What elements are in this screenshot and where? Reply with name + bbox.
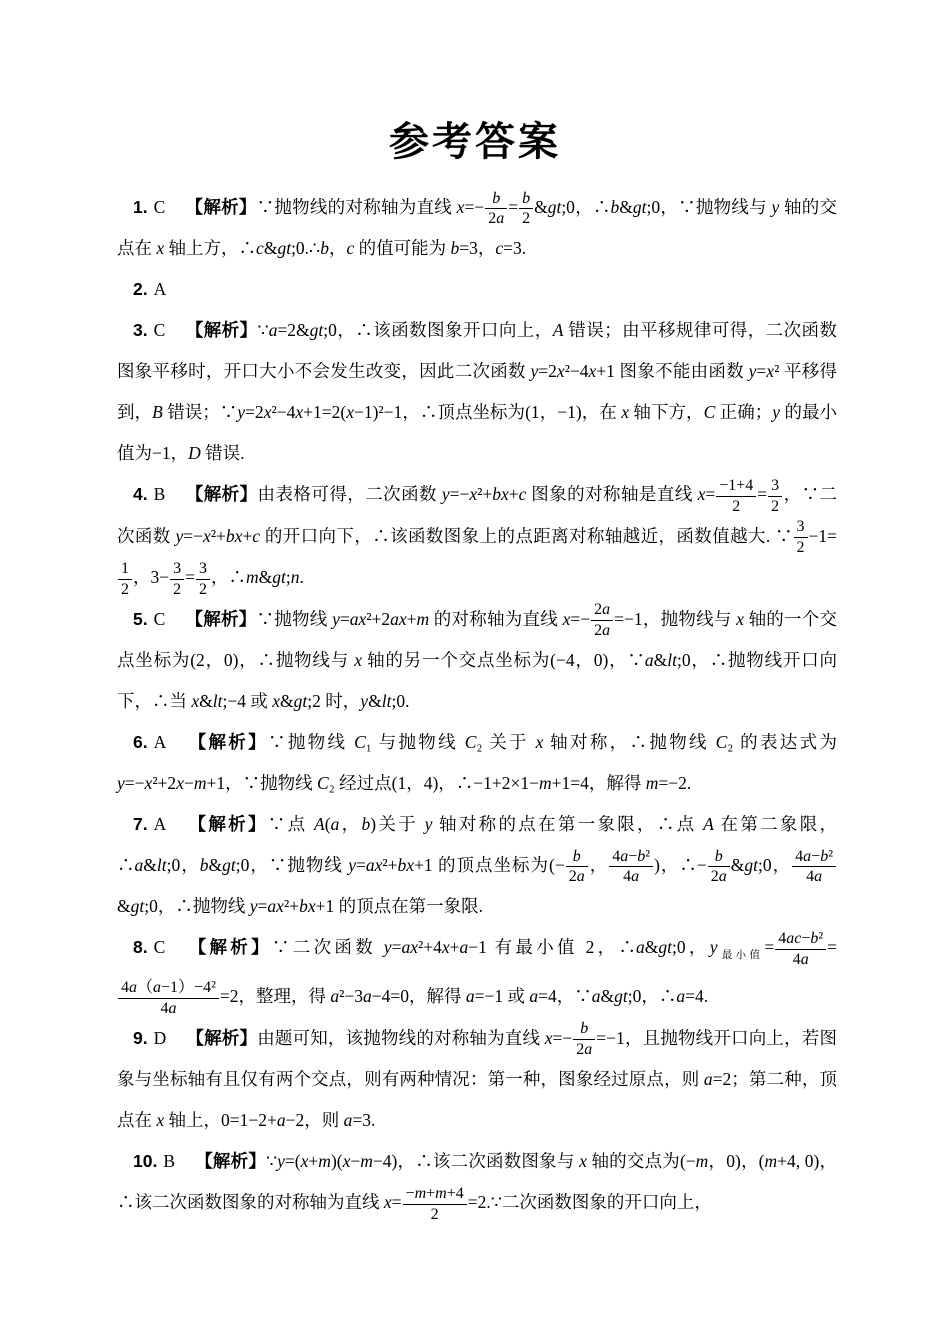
fraction-numerator: b xyxy=(485,190,507,210)
answer-letter: A xyxy=(153,813,167,834)
item-number: 3. xyxy=(133,320,148,341)
fraction-numerator: 4a−b² xyxy=(792,848,836,868)
fraction-numerator: b xyxy=(519,190,533,210)
fraction-numerator: 4a（a−1）−4² xyxy=(118,979,219,999)
fraction-numerator: −m+m+4 xyxy=(403,1185,467,1205)
text-run: ∵a=2&gt;0，∴该函数图象开口向上，A 错误；由平移规律可得，二次函数图象平移时，开口大小不会发生改变，因此二次函数 y=2x²−4x+1 图象不能由函数 y=x² 平移得到，B 错误；∵y=2x²−4x+1=2(x−1)²−1，∴顶点坐标为(1，−1)，在 x 轴下方，C 正确；y 的最小值为−1，D 错误. xyxy=(117,320,838,464)
jiexi-label: 【解析】 xyxy=(186,1027,258,1048)
answer-letter: A xyxy=(153,279,167,300)
fraction xyxy=(794,518,808,557)
text-run: = xyxy=(508,197,519,217)
fraction-numerator: 4a−b² xyxy=(609,848,653,868)
text-run: ∵点 A(a，b)关于 y 轴对称的点在第一象限，∴点 A 在第二象限，∴a&lt;0，b&gt;0，∵抛物线 y=ax²+bx+1 的顶点坐标为(− xyxy=(117,813,838,875)
fraction xyxy=(170,560,184,599)
fraction-denominator: 2a xyxy=(594,622,611,640)
answer-item-4 xyxy=(117,474,837,598)
fraction xyxy=(196,560,210,599)
fraction-denominator: 2 xyxy=(771,497,780,515)
fraction-numerator: 3 xyxy=(196,560,210,580)
fraction-numerator: 4ac−b² xyxy=(775,930,826,950)
fraction xyxy=(118,979,219,1018)
fraction xyxy=(566,848,588,887)
jiexi-label: 【解析】 xyxy=(185,608,257,629)
fraction-numerator: b xyxy=(566,848,588,868)
item-number: 10. xyxy=(133,1151,158,1172)
fraction xyxy=(485,190,507,229)
text-run: &gt;0，∴抛物线 y=ax²+bx+1 的顶点在第一象限. xyxy=(117,896,483,917)
fraction-numerator: 3 xyxy=(794,518,808,538)
fraction-denominator: 4a xyxy=(792,950,809,968)
fraction xyxy=(573,1020,595,1059)
answer-letter: C xyxy=(153,608,166,629)
text-run: =−1，且抛物线开口向上，若图象与坐标轴有且仅有两个交点，则有两种情况：第一种，图象经过原点，则 a=2；第二种，顶点在 x 轴上，0=1−2+a−2，则 a=3. xyxy=(117,1027,837,1131)
answer-letter: A xyxy=(153,731,167,752)
fraction xyxy=(118,560,132,599)
text-run: ∵抛物线 y=ax²+2ax+m 的对称轴为直线 x=− xyxy=(256,608,591,629)
fraction-denominator: 2 xyxy=(796,539,805,557)
fraction-numerator: b xyxy=(708,848,730,868)
answer-item-2 xyxy=(117,269,837,310)
answer-item-6 xyxy=(117,722,837,804)
fraction xyxy=(708,848,730,887)
item-number: 6. xyxy=(133,731,148,752)
item-number: 5. xyxy=(133,608,148,629)
text-run: ∵二次函数 y=ax²+4x+a−1 有最小值 2，∴a&gt;0，y xyxy=(271,937,718,958)
text-run: =2，整理，得 a²−3a−4=0，解得 a=−1 或 a=4，∵a&gt;0，∴a=4. xyxy=(219,986,709,1007)
fraction-denominator: 2a xyxy=(576,1041,593,1059)
page-title: 参考答案 xyxy=(389,120,561,164)
fraction-denominator: 2 xyxy=(430,1205,439,1223)
fraction-denominator: 2 xyxy=(732,497,741,515)
answer-item-7 xyxy=(117,804,837,927)
text-run: &gt;0， xyxy=(730,854,792,875)
text-run: = xyxy=(757,484,768,505)
jiexi-label: 【解析】 xyxy=(186,731,268,752)
answer-letter: B xyxy=(153,484,166,505)
answer-item-5 xyxy=(117,599,837,722)
text-run: =2.∵二次函数图象的开口向上， xyxy=(467,1192,712,1213)
item-number: 4. xyxy=(133,484,148,505)
jiexi-label: 【解析】 xyxy=(185,937,272,958)
text-run: 由表格可得，二次函数 y=−x²+bx+c 图象的对称轴是直线 x= xyxy=(257,484,716,505)
text-run: ∵y=(x+m)(x−m−4)，∴该二次函数图象与 x 轴的交点为(−m，0)，(m+4, 0)，∴该二次函数图象的对称轴为直线 x= xyxy=(117,1151,838,1213)
answer-item-1 xyxy=(117,187,837,269)
fraction-denominator: 2 xyxy=(199,580,207,598)
text-run: −1= xyxy=(808,525,838,546)
text-run: ，∵二次函数 y=−x²+bx+c 的开口向下，∴该函数图象上的点距离对称轴越近，函数值越大. ∵ xyxy=(117,484,838,546)
fraction-numerator: 2a xyxy=(591,601,613,621)
fraction-numerator: 1 xyxy=(118,560,132,580)
fraction xyxy=(716,477,756,516)
jiexi-label: 【解析】 xyxy=(185,197,257,217)
answer-letter: B xyxy=(163,1151,176,1172)
text-run: = xyxy=(185,567,195,588)
answer-letter: D xyxy=(153,1027,167,1048)
text-run: ，∴m&gt;n. xyxy=(211,567,304,588)
fraction-numerator: 3 xyxy=(768,477,782,497)
fraction xyxy=(519,190,533,229)
text-run: = xyxy=(764,937,775,958)
item-number: 8. xyxy=(133,937,148,958)
jiexi-label: 【解析】 xyxy=(185,484,258,505)
item-number: 9. xyxy=(133,1027,148,1048)
text-run: ∵抛物线 C₁ 与抛物线 C₂ 关于 x 轴对称，∴抛物线 C₂ 的表达式为 y=−x²+2x−m+1，∵抛物线 C₂ 经过点(1，4)，∴−1+2×1−m+1=4，解得 m=−2. xyxy=(117,731,837,793)
text-run: &gt;0，∴b&gt;0，∵抛物线与 y 轴的交点在 x 轴上方，∴c&gt;0.∴b，c 的值可能为 b=3，c=3. xyxy=(117,197,837,259)
text-run: = xyxy=(827,937,838,958)
item-number: 1. xyxy=(133,197,148,217)
fraction xyxy=(591,601,613,640)
answer-letter: C xyxy=(153,197,166,217)
fraction xyxy=(768,477,782,516)
fraction xyxy=(792,848,836,887)
item-number: 2. xyxy=(133,279,148,300)
fraction xyxy=(775,930,826,969)
fraction-numerator: −1+4 xyxy=(716,477,756,497)
fraction-denominator: 2 xyxy=(173,580,182,598)
fraction-denominator: 2a xyxy=(568,868,585,886)
fraction-denominator: 2a xyxy=(710,868,727,886)
answer-item-10 xyxy=(117,1141,837,1223)
text-run: 由题可知，该抛物线的对称轴为直线 x=− xyxy=(257,1027,573,1048)
fraction-numerator: b xyxy=(573,1020,595,1040)
fraction-denominator: 4a xyxy=(160,999,177,1017)
fraction xyxy=(403,1185,467,1224)
answer-list xyxy=(117,187,837,1224)
fraction-denominator: 2a xyxy=(488,210,505,228)
fraction xyxy=(609,848,653,887)
text-run: =−1，抛物线与 x 轴的一个交点坐标为(2，0)，∴抛物线与 x 轴的另一个交点坐标为(−4，0)，∵a&lt;0，∴抛物线开口向下，∴当 x&lt;−4 或 x&gt;2 时，y&lt;0. xyxy=(117,608,838,711)
fraction-denominator: 4a xyxy=(623,868,640,886)
text-run: ，3− xyxy=(133,567,170,588)
text-run: ∵抛物线的对称轴为直线 x=− xyxy=(256,197,485,217)
answer-letter: C xyxy=(153,320,166,341)
text-run: )，∴− xyxy=(654,854,707,875)
fraction-numerator: 3 xyxy=(170,560,184,580)
text-run: ， xyxy=(588,854,609,875)
fraction-denominator: 2 xyxy=(522,210,531,228)
fraction-denominator: 2 xyxy=(121,580,129,598)
answer-item-3 xyxy=(117,310,837,474)
answer-letter: C xyxy=(153,937,166,958)
answer-item-8 xyxy=(117,927,837,1017)
jiexi-label: 【解析】 xyxy=(186,813,268,834)
item-number: 7. xyxy=(133,813,148,834)
subscript-label: 最小值 xyxy=(718,950,764,962)
fraction-denominator: 4a xyxy=(806,868,823,886)
jiexi-label: 【解析】 xyxy=(195,1151,267,1172)
jiexi-label: 【解析】 xyxy=(185,320,258,341)
answer-item-9 xyxy=(117,1018,837,1141)
